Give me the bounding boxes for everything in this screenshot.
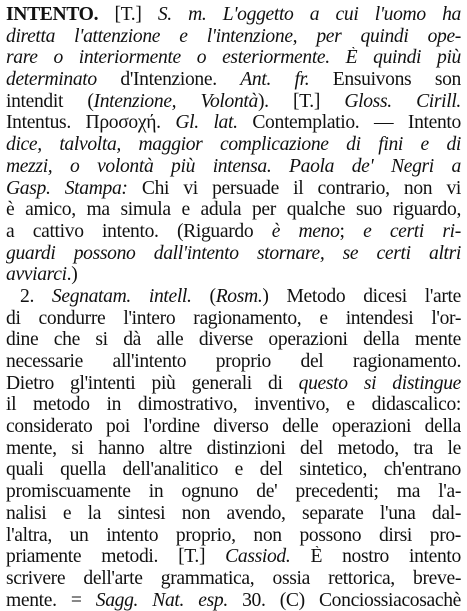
- entry-line-3: rare o interiormente o esteriormente. È quindi più: [6, 47, 461, 69]
- entry-line-7: dice, talvolta, maggior complicazione di fini e di: [6, 134, 461, 156]
- entry-line-8: mezzi, o volontà più intensa. Paola de' Negri a: [6, 155, 461, 177]
- sense2-line-3: dine che si dà alle diverse operazioni della mente: [6, 329, 461, 351]
- sense2-line-5: Dietro gl'intenti più generali di questo si distingue: [6, 372, 461, 394]
- sense2-line-4: necessarie all'intento proprio del ragionamento.: [6, 351, 461, 372]
- source-tag: [T.]: [114, 4, 142, 25]
- entry-line-11: a cattivo intento. (Riguardo è meno; e certi ri-: [6, 220, 461, 242]
- headword: INTENTO.: [6, 4, 99, 25]
- sense2-line-1: 2. Segnatam. intell. (Rosm.) Metodo dicesi l'arte: [20, 285, 461, 307]
- sense2-line-14: scrivere dell'arte grammatica, ossia rettorica, breve-: [6, 567, 461, 589]
- entry-line-2: diretta l'attenzione e l'intenzione, per quindi ope-: [6, 25, 461, 47]
- sense2-line-15: mente. = Sagg. Nat. esp. 30. (C) Conciossiacosachè: [6, 589, 461, 611]
- sense2-line-13: priamente metodi. [T.] Cassiod. È nostro intento: [6, 546, 461, 568]
- sense2-line-9: quali quella dell'analitico e del sintetico, ch'entrano: [6, 459, 461, 481]
- definition-start: L'oggetto a cui l'uomo ha: [222, 4, 461, 25]
- entry-line-13: avviarci.): [6, 264, 78, 286]
- greek-term: Προσοχή.: [85, 112, 161, 134]
- entry-line-9: Gasp. Stampa: Chi vi persuade il contrario, non vi: [6, 177, 461, 199]
- sense2-line-8: mente, si hanno altre distinzioni del metodo, tra le: [6, 437, 461, 459]
- sense2-line-11: nalisi e la sintesi non avendo, separate l'una dal-: [6, 502, 461, 524]
- entry-line-10: è amico, ma simula e adula per qualche suo riguardo,: [6, 199, 461, 221]
- entry-line-5: intendit (Intenzione, Volontà). [T.] Gloss. Cirill.: [6, 90, 461, 112]
- entry-line-12: guardi possono dall'intento stornare, se certi altri: [6, 242, 461, 264]
- entry-line-4: determinato d'Intenzione. Ant. fr. Ensuivons son: [6, 69, 461, 91]
- sense-number: 2.: [20, 285, 34, 307]
- sense2-line-2: di condurre l'intero ragionamento, e intendesi l'or-: [6, 307, 461, 329]
- entry-line-1: [6, 4, 461, 26]
- sense2-line-6: il metodo in dimostrativo, inventivo, e didascalico:: [6, 394, 461, 416]
- sense2-line-12: l'altra, un intento proprio, non possono dirsi pro-: [6, 524, 461, 546]
- sense2-line-7: considerato poi l'ordine diverso delle operazioni della: [6, 416, 461, 438]
- sense2-line-10: promiscuamente in ognuno de' precedenti; ma l'a-: [6, 481, 461, 503]
- part-of-speech: S. m.: [157, 4, 207, 25]
- entry-line-6: Intentus. Προσοχή. Gl. lat. Contemplatio. — Intento: [6, 112, 461, 134]
